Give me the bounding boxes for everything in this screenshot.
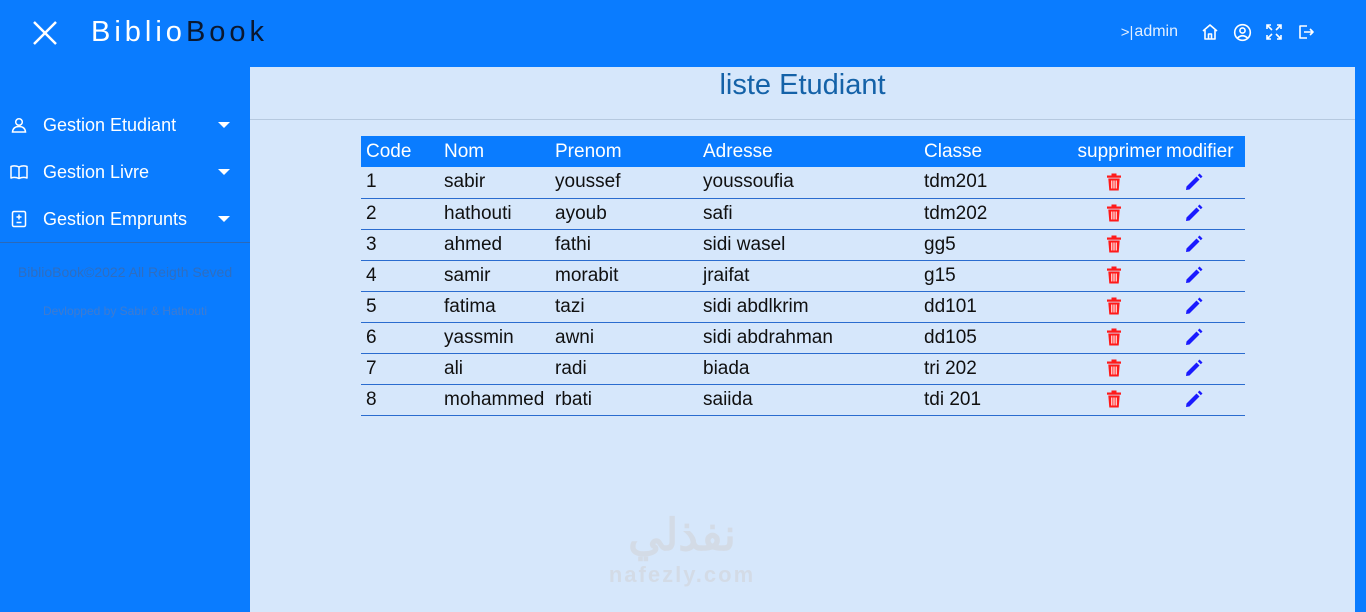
- cell-nom: yassmin: [439, 322, 550, 353]
- cell-nom: mohammed: [439, 384, 550, 415]
- cell-adresse: sidi abdlkrim: [698, 291, 919, 322]
- cell-adresse: biada: [698, 353, 919, 384]
- main-content: [250, 67, 1355, 612]
- cell-classe: tdm202: [919, 198, 1050, 229]
- table-header-row: [361, 136, 1245, 167]
- cell-classe: dd101: [919, 291, 1050, 322]
- cell-code: 1: [361, 167, 439, 198]
- table-row: [361, 353, 1245, 384]
- table-row: [361, 291, 1245, 322]
- home-icon[interactable]: [1200, 22, 1220, 42]
- caret-down-icon: [218, 169, 230, 175]
- sidebar-item-label: Gestion Emprunts: [43, 208, 188, 229]
- trash-icon[interactable]: [1104, 265, 1124, 285]
- column-header-modifier: modifier: [1164, 136, 1245, 167]
- sidebar-item-gestion-livre[interactable]: [0, 152, 250, 192]
- cell-adresse: youssoufia: [698, 167, 919, 198]
- brand-logo[interactable]: [91, 14, 268, 50]
- cell-prenom: tazi: [550, 291, 698, 322]
- book-icon: [10, 163, 28, 181]
- pencil-icon[interactable]: [1184, 296, 1204, 316]
- cell-code: 8: [361, 384, 439, 415]
- user-menu[interactable]: [1121, 23, 1178, 41]
- cell-nom: fatima: [439, 291, 550, 322]
- table-row: [361, 384, 1245, 415]
- watermark-arabic: نفذلي: [628, 511, 736, 560]
- cell-supprimer: [1050, 229, 1164, 260]
- cell-nom: sabir: [439, 167, 550, 198]
- column-header-classe[interactable]: Classe: [919, 136, 1050, 167]
- trash-icon[interactable]: [1104, 203, 1124, 223]
- column-header-nom[interactable]: Nom: [439, 136, 550, 167]
- title-divider: [250, 119, 1355, 120]
- cell-modifier: [1164, 260, 1245, 291]
- developer-credit: Devlopped by Sabir & Hathouti: [42, 304, 208, 318]
- trash-icon[interactable]: [1104, 389, 1124, 409]
- watermark-url: nafezly.com: [608, 562, 756, 587]
- cell-code: 2: [361, 198, 439, 229]
- cell-supprimer: [1050, 353, 1164, 384]
- column-header-supprimer: supprimer: [1050, 136, 1164, 167]
- cell-supprimer: [1050, 291, 1164, 322]
- calculator-icon: [10, 210, 28, 228]
- trash-icon[interactable]: [1104, 358, 1124, 378]
- close-icon[interactable]: [30, 18, 60, 48]
- cell-prenom: awni: [550, 322, 698, 353]
- caret-down-icon: [218, 216, 230, 222]
- cell-adresse: sidi wasel: [698, 229, 919, 260]
- cell-classe: gg5: [919, 229, 1050, 260]
- cell-code: 3: [361, 229, 439, 260]
- column-header-adresse[interactable]: Adresse: [698, 136, 919, 167]
- cell-adresse: jraifat: [698, 260, 919, 291]
- cell-code: 6: [361, 322, 439, 353]
- right-edge-strip: [1355, 67, 1366, 612]
- trash-icon[interactable]: [1104, 234, 1124, 254]
- table-row: [361, 322, 1245, 353]
- cell-adresse: saiida: [698, 384, 919, 415]
- cell-modifier: [1164, 167, 1245, 198]
- pencil-icon[interactable]: [1184, 234, 1204, 254]
- top-navbar: [0, 0, 1366, 67]
- trash-icon[interactable]: [1104, 172, 1124, 192]
- cell-prenom: ayoub: [550, 198, 698, 229]
- user-circle-icon[interactable]: [1232, 22, 1252, 42]
- cell-nom: ali: [439, 353, 550, 384]
- cell-supprimer: [1050, 322, 1164, 353]
- students-table: [361, 136, 1245, 416]
- watermark: [597, 510, 767, 600]
- pencil-icon[interactable]: [1184, 389, 1204, 409]
- column-header-prenom[interactable]: Prenom: [550, 136, 698, 167]
- table-row: [361, 198, 1245, 229]
- cell-modifier: [1164, 322, 1245, 353]
- cell-nom: ahmed: [439, 229, 550, 260]
- top-actions: [1121, 20, 1316, 44]
- sidebar-item-label: Gestion Etudiant: [43, 114, 177, 135]
- cell-modifier: [1164, 229, 1245, 260]
- cell-supprimer: [1050, 384, 1164, 415]
- logout-icon[interactable]: [1296, 22, 1316, 42]
- sidebar: [0, 67, 250, 612]
- cell-nom: samir: [439, 260, 550, 291]
- cell-supprimer: [1050, 167, 1164, 198]
- cell-modifier: [1164, 353, 1245, 384]
- cell-modifier: [1164, 198, 1245, 229]
- trash-icon[interactable]: [1104, 296, 1124, 316]
- cell-code: 7: [361, 353, 439, 384]
- trash-icon[interactable]: [1104, 327, 1124, 347]
- pencil-icon[interactable]: [1184, 327, 1204, 347]
- cell-nom: hathouti: [439, 198, 550, 229]
- sidebar-item-gestion-emprunts[interactable]: [0, 199, 250, 239]
- cell-code: 5: [361, 291, 439, 322]
- cell-supprimer: [1050, 260, 1164, 291]
- user-icon: [10, 116, 28, 134]
- cell-supprimer: [1050, 198, 1164, 229]
- cell-prenom: youssef: [550, 167, 698, 198]
- sidebar-item-label: Gestion Livre: [43, 161, 150, 182]
- cell-adresse: safi: [698, 198, 919, 229]
- pencil-icon[interactable]: [1184, 172, 1204, 192]
- page-title: liste Etudiant: [719, 69, 886, 101]
- cell-classe: g15: [919, 260, 1050, 291]
- cell-prenom: rbati: [550, 384, 698, 415]
- cell-modifier: [1164, 384, 1245, 415]
- username: admin: [1134, 23, 1178, 40]
- pencil-icon[interactable]: [1184, 203, 1204, 223]
- table-body: [361, 167, 1245, 415]
- table-row: [361, 229, 1245, 260]
- cell-classe: tri 202: [919, 353, 1050, 384]
- pencil-icon[interactable]: [1184, 265, 1204, 285]
- cell-classe: tdm201: [919, 167, 1050, 198]
- pencil-icon[interactable]: [1184, 358, 1204, 378]
- table-row: [361, 167, 1245, 198]
- caret-down-icon: [218, 122, 230, 128]
- user-chevron: >|: [1120, 23, 1134, 41]
- cell-modifier: [1164, 291, 1245, 322]
- cell-classe: tdi 201: [919, 384, 1050, 415]
- sidebar-item-gestion-etudiant[interactable]: [0, 105, 250, 145]
- brand-part-1: Biblio: [91, 16, 186, 48]
- brand-part-2: Book: [185, 16, 269, 48]
- cell-prenom: radi: [550, 353, 698, 384]
- fullscreen-icon[interactable]: [1264, 22, 1284, 42]
- cell-adresse: sidi abdrahman: [698, 322, 919, 353]
- cell-prenom: fathi: [550, 229, 698, 260]
- copyright-text: BiblioBook©2022 All Reigth Seved: [17, 264, 233, 280]
- column-header-code[interactable]: Code: [361, 136, 439, 167]
- cell-code: 4: [361, 260, 439, 291]
- table-row: [361, 260, 1245, 291]
- sidebar-divider: [0, 242, 250, 243]
- cell-classe: dd105: [919, 322, 1050, 353]
- cell-prenom: morabit: [550, 260, 698, 291]
